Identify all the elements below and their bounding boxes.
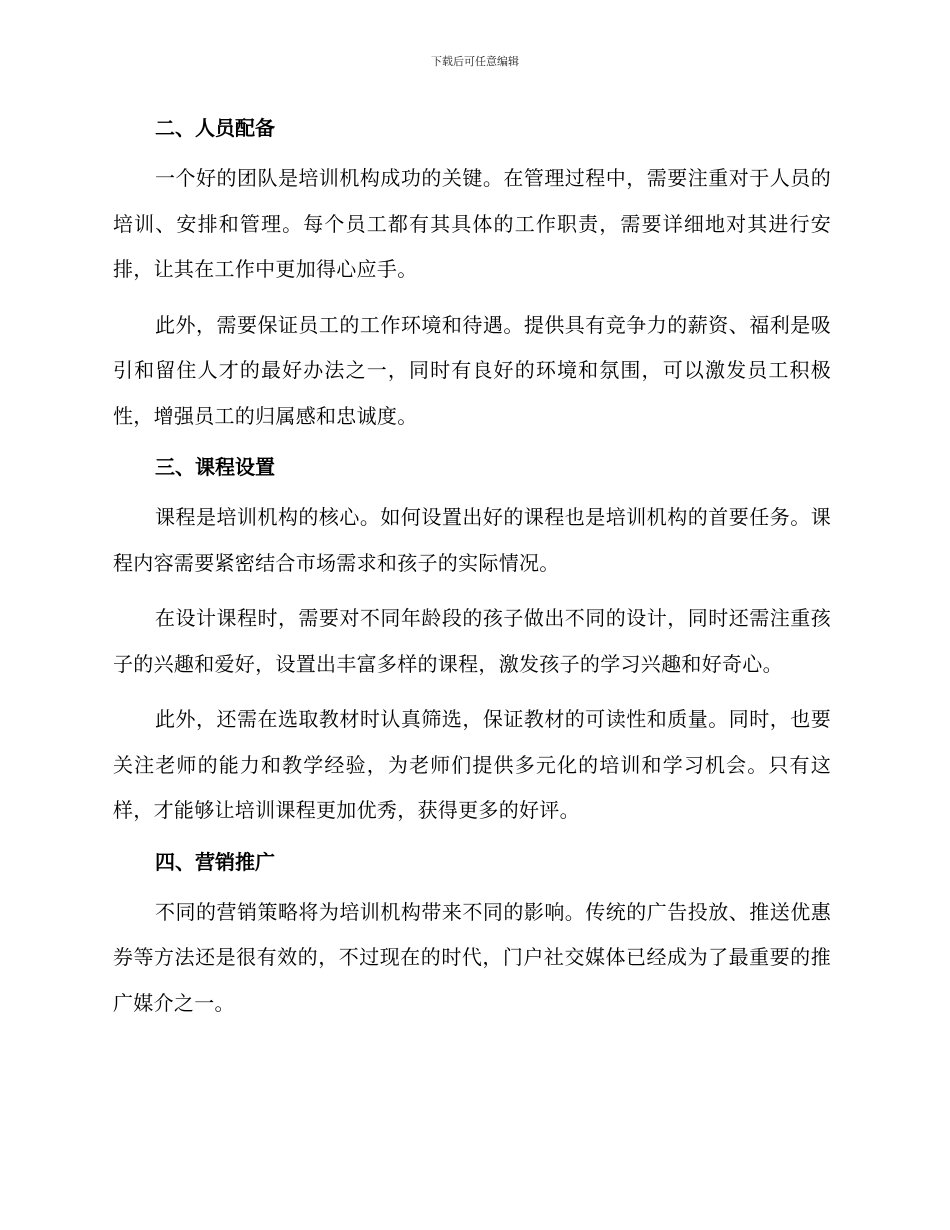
paragraph: 在设计课程时，需要对不同年龄段的孩子做出不同的设计，同时还需注重孩子的兴趣和爱好，设置出丰富多样的课程，激发孩子的学习兴趣和好奇心。 (113, 606, 831, 676)
section-heading-curriculum: 三、课程设置 (155, 455, 275, 479)
paragraph: 此外，需要保证员工的工作环境和待遇。提供具有竞争力的薪资、福利是吸引和留住人才的最好办法之一，同时有良好的环境和氛围，可以激发员工积极性，增强员工的归属感和忠诚度。 (113, 312, 831, 428)
section-heading-staffing: 二、人员配备 (155, 116, 275, 140)
document-body (113, 110, 831, 1036)
section-heading-marketing: 四、营销推广 (155, 849, 275, 874)
paragraph: 课程是培训机构的核心。如何设置出好的课程也是培训机构的首要任务。课程内容需要紧密结合市场需求和孩子的实际情况。 (113, 505, 831, 575)
paragraph: 不同的营销策略将为培训机构带来不同的影响。传统的广告投放、推送优惠券等方法还是很有效的，不过现在的时代，门户社交媒体已经成为了最重要的推广媒介之一。 (113, 899, 831, 1015)
paragraph: 一个好的团队是培训机构成功的关键。在管理过程中，需要注重对于人员的培训、安排和管理。每个员工都有其具体的工作职责，需要详细地对其进行安排，让其在工作中更加得心应手。 (113, 166, 831, 281)
page-header-note: 下载后可任意编辑 (431, 55, 519, 68)
paragraph: 此外，还需在选取教材时认真筛选，保证教材的可读性和质量。同时，也要关注老师的能力和教学经验，为老师们提供多元化的培训和学习机会。只有这样，才能够让培训课程更加优秀，获得更多的好评。 (113, 707, 831, 822)
